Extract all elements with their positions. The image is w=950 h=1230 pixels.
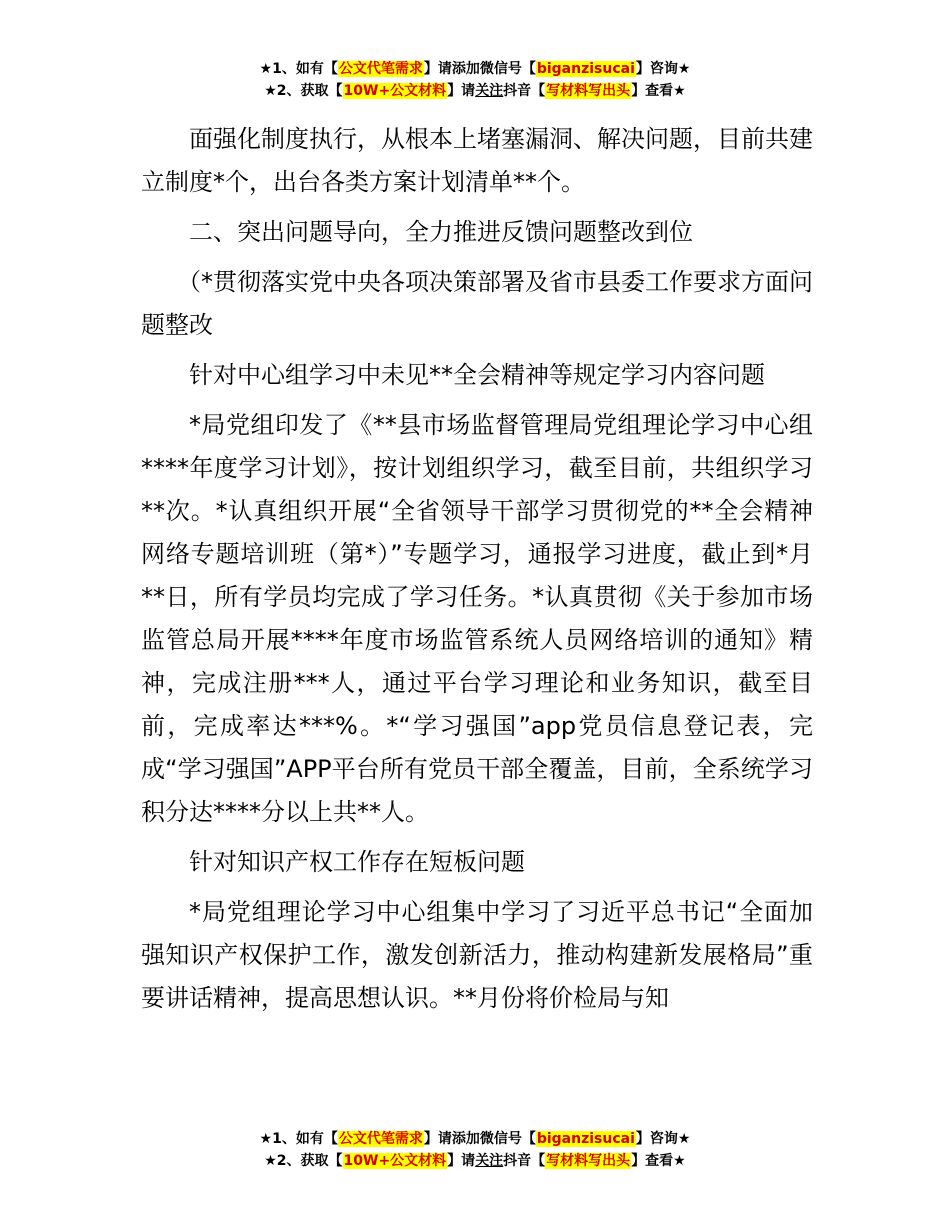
footer-line-2-text-2: 抖音【 [503, 1153, 546, 1169]
header-line-1 [0, 58, 950, 80]
footer-line-1-prefix: ★1、如有【 [259, 1131, 338, 1147]
footer-line-2-text: 】请 [447, 1153, 476, 1169]
footer-highlight-service: 公文代笔需求 [338, 1131, 423, 1147]
footer-line-1-text: 】请 [423, 1131, 452, 1147]
header-line-1-prefix: ★1、如有【 [259, 61, 338, 77]
paragraph-study-measures: *局党组印发了《**县市场监督管理局党组理论学习中心组****年度学习计划》，按计划组织学习，截至目前，共组织学习**次。*认真组织开展“全省领导干部学习贯彻党的**全会精神网络专题培训班（第*）”专题学习，通报学习进度，截止到*月**日，所有学员均完成了学习任务。*认真贯彻《关于参加市场监管总局开展****年度市场监管系统人员网络培训的通知》精神，完成注册***人，通过平台学习理论和业务知识，截至目前，完成率达***%。*“学习强国”app党员信息登记表，完成“学习强国”APP平台所有党员干部全覆盖，目前，全系统学习积分达****分以上共**人。 [141, 411, 813, 826]
footer-highlight-douyin: 写材料写出头 [546, 1153, 631, 1169]
header-line-1-text: 】请 [423, 61, 452, 77]
footer-highlight-materials: 10W+公文材料 [343, 1153, 447, 1169]
footer-line-1 [0, 1128, 950, 1150]
footer-emphasis-follow: 关注 [475, 1153, 504, 1169]
header-emphasis-add: 添加 [451, 61, 480, 77]
issue-heading-study: 针对中心组学习中未见**全会精神等规定学习内容问题 [189, 361, 765, 389]
section-heading: 二、突出问题导向，全力推进反馈问题整改到位 [189, 218, 693, 246]
document-body [141, 118, 813, 1027]
header-line-2-prefix: ★2、获取【 [264, 83, 343, 99]
header-highlight-douyin: 写材料写出头 [546, 83, 631, 99]
header-highlight-materials: 10W+公文材料 [343, 83, 447, 99]
header-line-1-suffix: 】咨询★ [635, 61, 691, 77]
header-line-2 [0, 80, 950, 102]
issue-heading-ip: 针对知识产权工作存在短板问题 [189, 848, 525, 876]
footer-line-1-suffix: 】咨询★ [635, 1131, 691, 1147]
header-banner [0, 58, 950, 102]
footer-line-2-suffix: 】查看★ [631, 1153, 686, 1169]
footer-line-1-text-2: 微信号【 [479, 1131, 536, 1147]
paragraph-continued: 面强化制度执行，从根本上堵塞漏洞、解决问题，目前共建立制度*个，出台各类方案计划清单**个。 [141, 125, 813, 196]
paragraph-ip-measures: *局党组理论学习中心组集中学习了习近平总书记“全面加强知识产权保护工作，激发创新活力，推动构建新发展格局”重要讲话精神，提高思想认识。**月份将价检局与知 [141, 898, 813, 1012]
header-line-1-text-2: 微信号【 [479, 61, 536, 77]
header-highlight-service: 公文代笔需求 [338, 61, 423, 77]
header-highlight-wechat-id: biganzisucai [536, 61, 635, 77]
footer-line-2-prefix: ★2、获取【 [264, 1153, 343, 1169]
footer-line-2 [0, 1150, 950, 1172]
header-line-2-text: 】请 [447, 83, 476, 99]
header-line-2-suffix: 】查看★ [631, 83, 686, 99]
footer-banner [0, 1128, 950, 1172]
subsection-heading: （*贯彻落实党中央各项决策部署及省市县委工作要求方面问题整改 [141, 268, 813, 339]
header-emphasis-follow: 关注 [475, 83, 504, 99]
header-line-2-text-2: 抖音【 [503, 83, 546, 99]
footer-emphasis-add: 添加 [451, 1131, 480, 1147]
footer-highlight-wechat-id: biganzisucai [536, 1131, 635, 1147]
